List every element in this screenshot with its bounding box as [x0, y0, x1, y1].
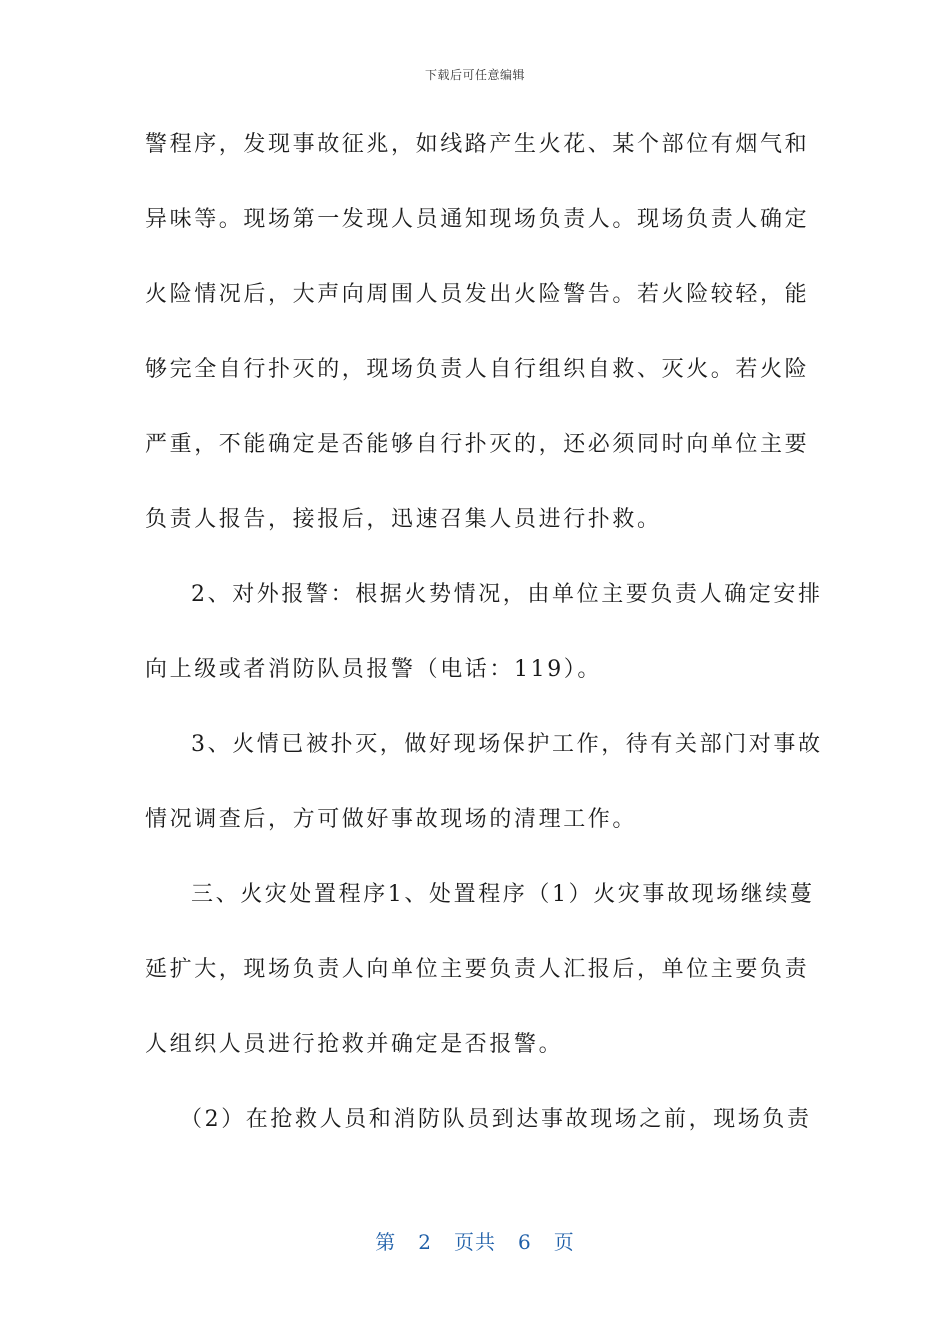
text-line: （2）在抢救人员和消防队员到达事故现场之前，现场负责: [180, 1107, 812, 1132]
text-line: 警程序，发现事故征兆，如线路产生火花、某个部位有烟气和: [145, 132, 810, 157]
text-line: 三、火灾处置程序1、处置程序（1）火灾事故现场继续蔓: [191, 882, 815, 907]
header-note: 下载后可任意编辑: [424, 68, 525, 82]
text-line: 情况调查后，方可做好事故现场的清理工作。: [145, 807, 638, 832]
text-line: 2、对外报警：根据火势情况，由单位主要负责人确定安排: [191, 582, 823, 607]
text-line: 异味等。现场第一发现人员通知现场负责人。现场负责人确定: [145, 207, 810, 232]
page-footer: [0, 1226, 950, 1255]
footer-middle: 页共: [454, 1230, 496, 1254]
text-line: 3、火情已被扑灭，做好现场保护工作，待有关部门对事故: [191, 732, 823, 757]
text-line: 够完全自行扑灭的，现场负责人自行组织自救、灭火。若火险: [145, 357, 810, 382]
text-line: 延扩大，现场负责人向单位主要负责人汇报后，单位主要负责: [145, 957, 810, 982]
text-line: 负责人报告，接报后，迅速召集人员进行扑救。: [145, 507, 662, 532]
page-number: 2: [418, 1230, 432, 1254]
footer-prefix: 第: [375, 1230, 397, 1254]
text-line: 火险情况后，大声向周围人员发出火险警告。若火险较轻，能: [145, 282, 810, 307]
footer-suffix: 页: [553, 1230, 575, 1254]
text-line: 人组织人员进行抢救并确定是否报警。: [145, 1032, 564, 1057]
text-line: 严重，不能确定是否能够自行扑灭的，还必须同时向单位主要: [145, 432, 810, 457]
page-total: 6: [518, 1230, 532, 1254]
text-line: 向上级或者消防队员报警（电话：119）。: [145, 657, 602, 682]
